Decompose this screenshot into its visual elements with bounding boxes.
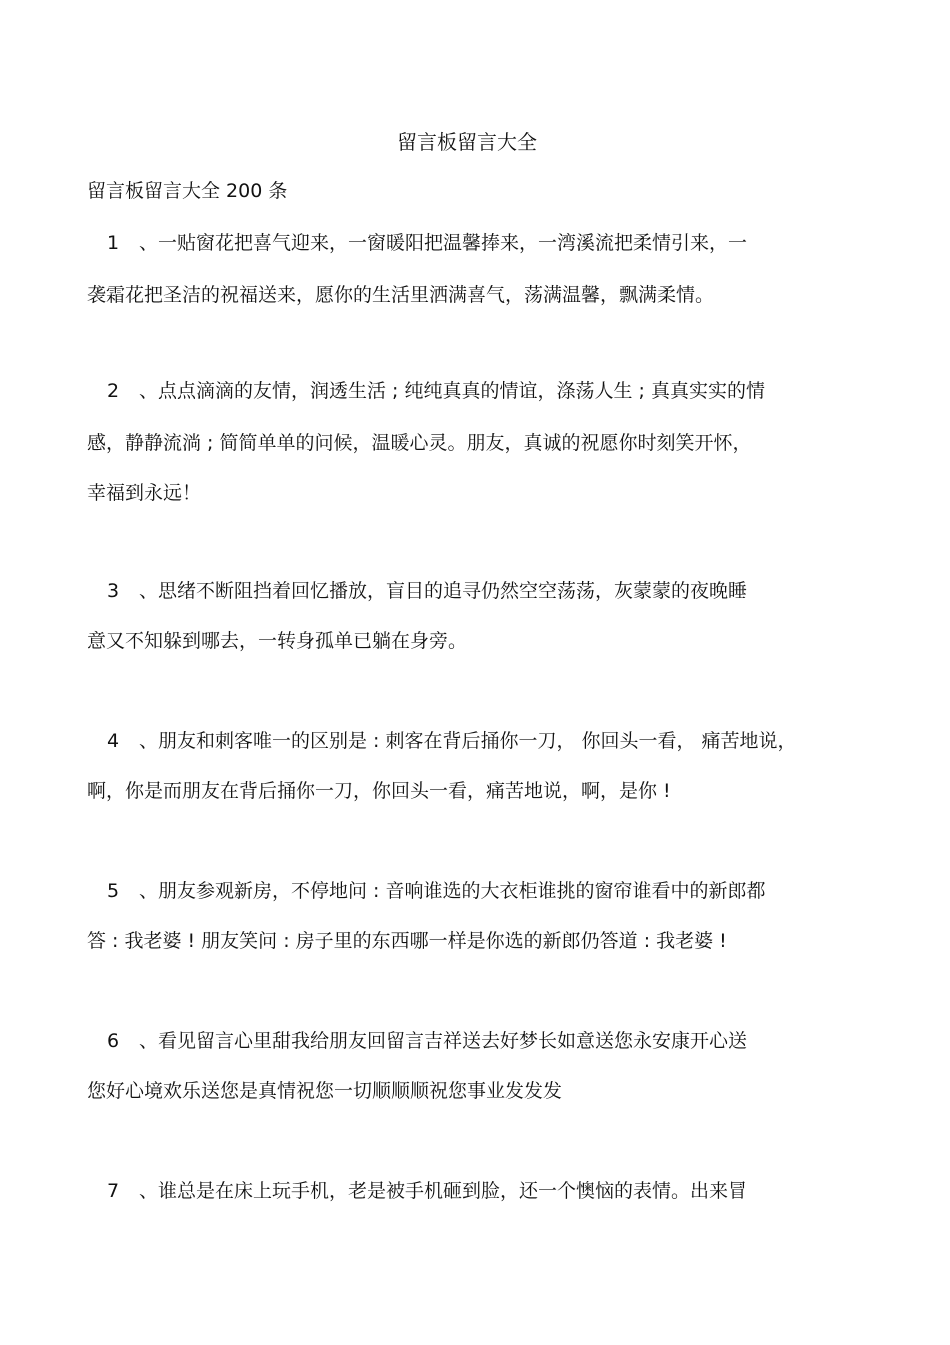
entry-5-line-2: 答 : 我老婆 ! 朋友笑问 : 房子里的东西哪一样是你选的新郎仍答道 : 我老婆 ! [87, 930, 727, 952]
entry-number: 5 [107, 880, 120, 902]
entry-2-line-2: 感，静静流淌 ; 简简单单的问候，温暖心灵。朋友，真诚的祝愿你时刻笑开怀， [87, 432, 752, 454]
entry-number: 2 [107, 380, 120, 402]
entry-1-line-1 [87, 230, 747, 256]
entry-4-line-1 [87, 728, 797, 754]
entry-text: 、朋友和刺客唯一的区别是 : 刺客在背后捅你一刀， 你回头一看， 痛苦地说， [139, 730, 797, 752]
entry-3-line-2: 意又不知躲到哪去，一转身孤单已躺在身旁。 [87, 630, 468, 652]
entry-text: 、谁总是在床上玩手机，老是被手机砸到脸，还一个懊恼的表情。出来冒 [139, 1180, 748, 1202]
entry-2-line-3: 幸福到永远！ [87, 482, 202, 504]
entry-text: 、思绪不断阻挡着回忆播放，盲目的追寻仍然空空荡荡，灰蒙蒙的夜晚睡 [139, 580, 748, 602]
entry-7-line-1 [87, 1178, 747, 1204]
document-subtitle: 留言板留言大全 200 条 [87, 180, 288, 202]
entry-number: 3 [107, 580, 120, 602]
entry-2-line-1 [87, 378, 765, 404]
entry-1-line-2: 袭霜花把圣洁的祝福送来，愿你的生活里洒满喜气，荡满温馨，飘满柔情。 [87, 284, 715, 306]
entry-number: 7 [107, 1180, 120, 1202]
entry-text: 、朋友参观新房，不停地问 : 音响谁选的大衣柜谁挑的窗帘谁看中的新郎都 [139, 880, 766, 902]
document-title: 留言板留言大全 [397, 130, 537, 154]
entry-number: 1 [107, 232, 120, 254]
entry-text: 、一贴窗花把喜气迎来，一窗暖阳把温馨捧来，一湾溪流把柔情引来，一 [139, 232, 748, 254]
entry-text: 、点点滴滴的友情，润透生活 ; 纯纯真真的情谊，涤荡人生 ; 真真实实的情 [139, 380, 765, 402]
entry-3-line-1 [87, 578, 747, 604]
entry-6-line-1 [87, 1028, 747, 1054]
entry-number: 6 [107, 1030, 120, 1052]
entry-6-line-2: 您好心境欢乐送您是真情祝您一切顺顺顺祝您事业发发发 [87, 1080, 563, 1102]
entry-number: 4 [107, 730, 120, 752]
entry-4-line-2: 啊，你是而朋友在背后捅你一刀，你回头一看，痛苦地说，啊，是你 ! [87, 780, 671, 802]
entry-text: 、看见留言心里甜我给朋友回留言吉祥送去好梦长如意送您永安康开心送 [139, 1030, 748, 1052]
entry-5-line-1 [87, 878, 765, 904]
